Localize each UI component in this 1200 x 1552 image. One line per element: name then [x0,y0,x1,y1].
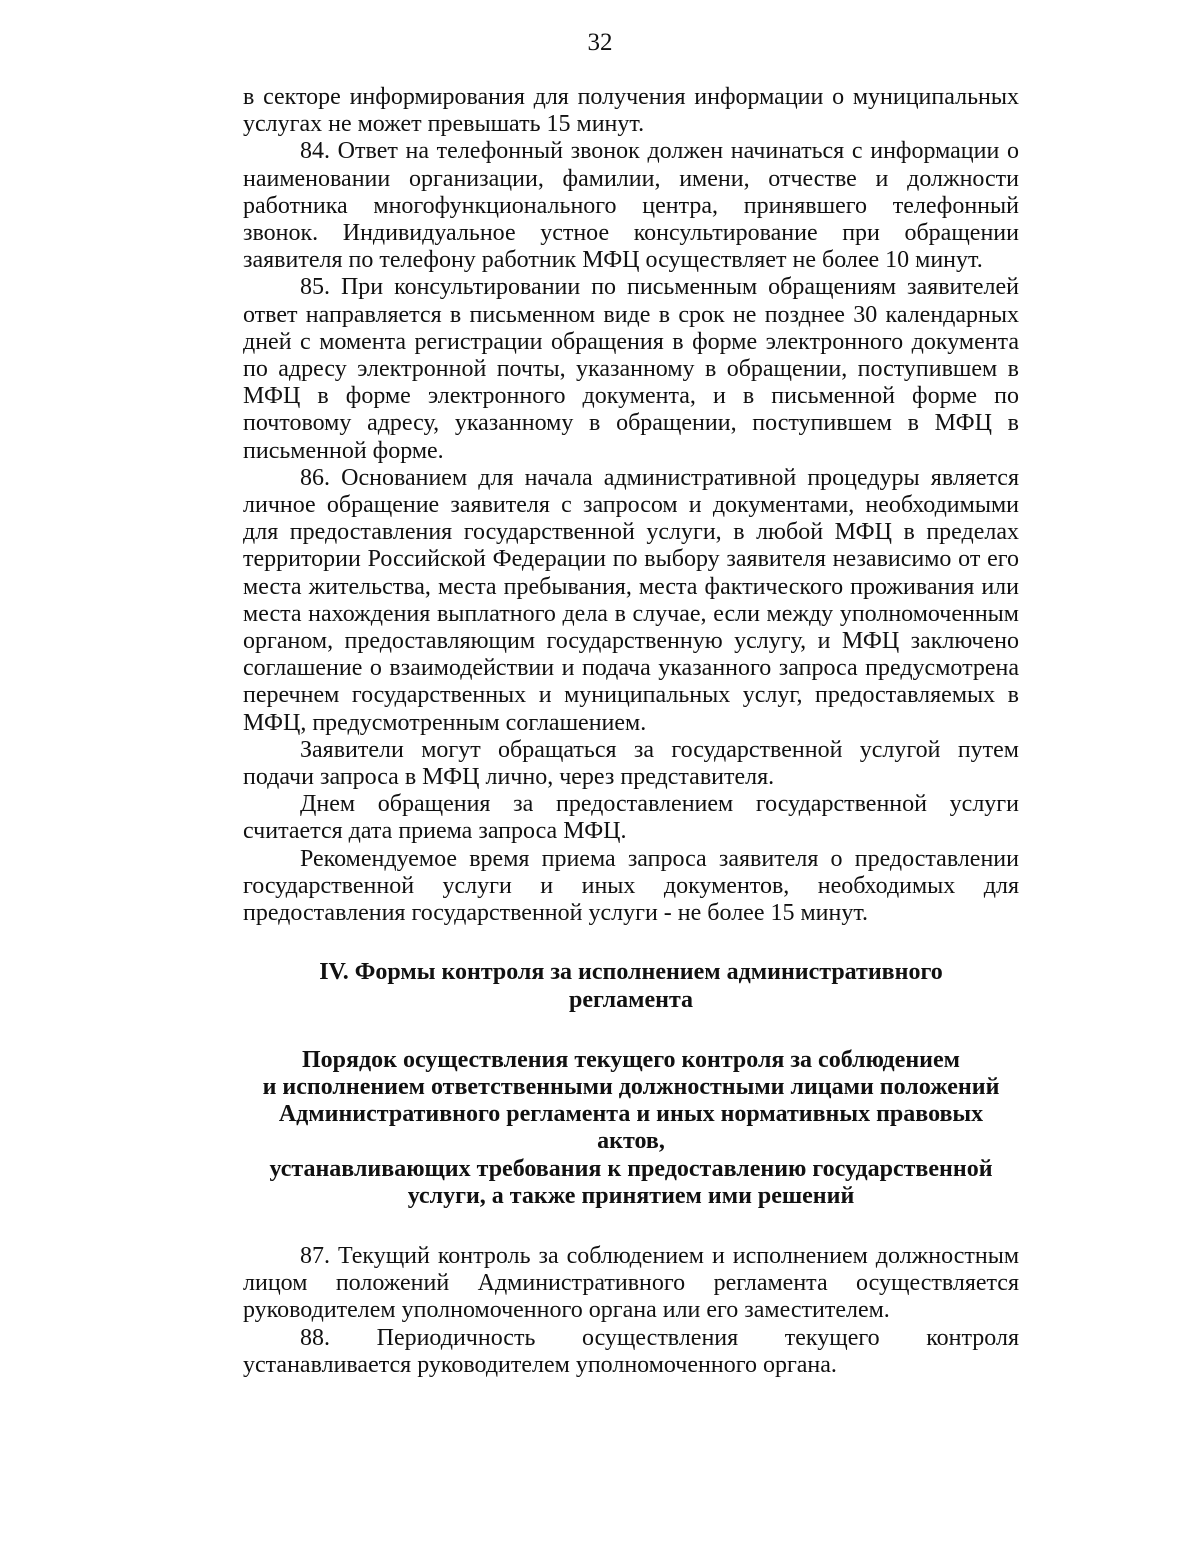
paragraph-request-date: Днем обращения за предоставлением государственной услуги считается дата приема запроса МФЦ. [243,791,1019,845]
paragraph-88: 88. Периодичность осуществления текущего контроля устанавливается руководителем уполномоченного органа. [243,1324,1019,1378]
page-number: 32 [587,29,613,56]
paragraph-86: 86. Основанием для начала административной процедуры является личное обращение заявителя с запросом и документами, необходимыми для предоставления государственной услуги, в любой МФЦ в пределах территории Российской Федерации по выбору заявителя независимо от его места жительства, места пребывания, места фактического проживания или места нахождения выплатного дела в случае, если между уполномоченным органом, предоставляющим государственную услугу, и МФЦ заключено соглашение о взаимодействии и подача указанного запроса предусмотрена перечнем государственных и муниципальных услуг, предоставляемых в МФЦ, предусмотренным соглашением. [243,464,1019,736]
section-heading-line: регламента [568,986,694,1013]
section-heading-line: IV. Формы контроля за исполнением административного [319,959,943,986]
paragraph-reception-time: Рекомендуемое время приема запроса заявителя о предоставлении государственной услуги и иных документов, необходимых для предоставления государственной услуги - не более 15 минут. [243,845,1019,927]
subsection-heading-line: Административного регламента и иных нормативных правовых актов, [278,1101,984,1155]
paragraph-continuation: в секторе информирования для получения информации о муниципальных услугах не может превышать 15 минут. [243,84,1019,138]
paragraph-87: 87. Текущий контроль за соблюдением и исполнением должностным лицом положений Административного регламента осуществляется руководителем уполномоченного органа или его заместителем. [243,1242,1019,1324]
subsection-heading [243,1047,1019,1210]
subsection-heading-line: Порядок осуществления текущего контроля за соблюдением [302,1046,960,1073]
paragraph-84: 84. Ответ на телефонный звонок должен начинаться с информации о наименовании организации, фамилии, имени, отчестве и должности работника многофункционального центра, принявшего телефонный звонок. Индивидуальное устное консультирование при обращении заявителя по телефону работник МФЦ осуществляет не более 10 минут. [243,138,1019,274]
section-heading [243,959,1019,1013]
subsection-heading-line: услуги, а также принятием ими решений [407,1182,855,1209]
document-body [243,84,1019,1379]
subsection-heading-line: устанавливающих требования к предоставлению государственной [269,1155,993,1182]
paragraph-applicants: Заявители могут обращаться за государственной услугой путем подачи запроса в МФЦ лично, через представителя. [243,736,1019,791]
paragraph-85: 85. При консультировании по письменным обращениям заявителей ответ направляется в письменном виде в срок не позднее 30 календарных дней с момента регистрации обращения в форме электронного документа по адресу электронной почты, указанному в обращении, поступившем в МФЦ в форме электронного документа, и в письменной форме по почтовому адресу, указанному в обращении, поступившем в МФЦ в письменной форме. [243,274,1019,464]
subsection-heading-line: и исполнением ответственными должностными лицами положений [262,1073,1000,1100]
